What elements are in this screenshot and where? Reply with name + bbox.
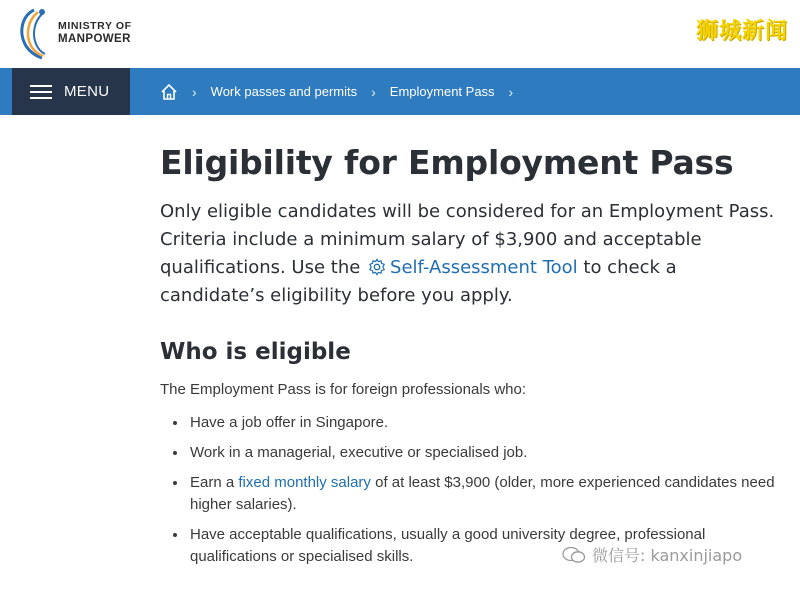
breadcrumb: [160, 68, 527, 115]
section-intro: The Employment Pass is for foreign professionals who:: [160, 381, 526, 398]
menu-label: MENU: [64, 83, 110, 100]
watermark-top: 狮城新闻: [695, 19, 788, 44]
breadcrumb-work-passes[interactable]: Work passes and permits: [210, 84, 358, 99]
lead-text-1: Only eligible candidates will be considered for an Employment Pass. Criteria include a minimum salary of $3,900 and acceptable qualifications. Use the: [160, 201, 775, 278]
list-item-text: of at least $3,900 (older, more experienced candidates need higher salaries).: [190, 474, 775, 513]
wechat-watermark: [562, 543, 742, 566]
self-assessment-tool-link[interactable]: Self-Assessment Tool: [390, 257, 578, 278]
list-item-text: Work in a managerial, executive or specialised job.: [190, 444, 528, 461]
list-item: [188, 442, 780, 464]
list-item: [188, 412, 780, 434]
mom-logo[interactable]: [12, 6, 132, 60]
logo-line2: MANPOWER: [58, 33, 131, 45]
page-title: Eligibility for Employment Pass: [160, 143, 734, 182]
site-header: [0, 0, 800, 68]
logo-wordmark: [58, 20, 132, 46]
logo-line1: MINISTRY OF: [58, 20, 132, 32]
list-item-text: Earn a: [190, 474, 239, 491]
wechat-id-text: 微信号: kanxinjiapo: [592, 546, 743, 565]
section-title-who-is-eligible: Who is eligible: [160, 339, 351, 365]
hamburger-icon: [30, 85, 52, 99]
list-item-text: Have a job offer in Singapore.: [190, 414, 389, 431]
navigation-bar: [0, 68, 800, 115]
fixed-monthly-salary-link[interactable]: fixed monthly salary: [238, 474, 371, 491]
list-item: [188, 472, 780, 516]
list-item-text: Have acceptable qualifications, usually a good university degree, professional qualifications or specialised skills.: [190, 526, 706, 565]
wechat-icon: [562, 546, 586, 564]
chevron-right-icon: ›: [508, 83, 514, 100]
menu-button[interactable]: [12, 68, 130, 115]
mom-logo-mark-icon: [12, 6, 56, 60]
main-content: [160, 140, 780, 576]
lead-paragraph: [160, 198, 780, 310]
lead-text-2: to check a candidate’s eligibility before you apply.: [160, 257, 677, 306]
breadcrumb-employment-pass[interactable]: Employment Pass: [389, 84, 495, 99]
chevron-right-icon: ›: [192, 83, 197, 100]
home-icon[interactable]: [160, 83, 178, 101]
gear-icon: [368, 258, 386, 276]
chevron-right-icon: ›: [371, 83, 376, 100]
